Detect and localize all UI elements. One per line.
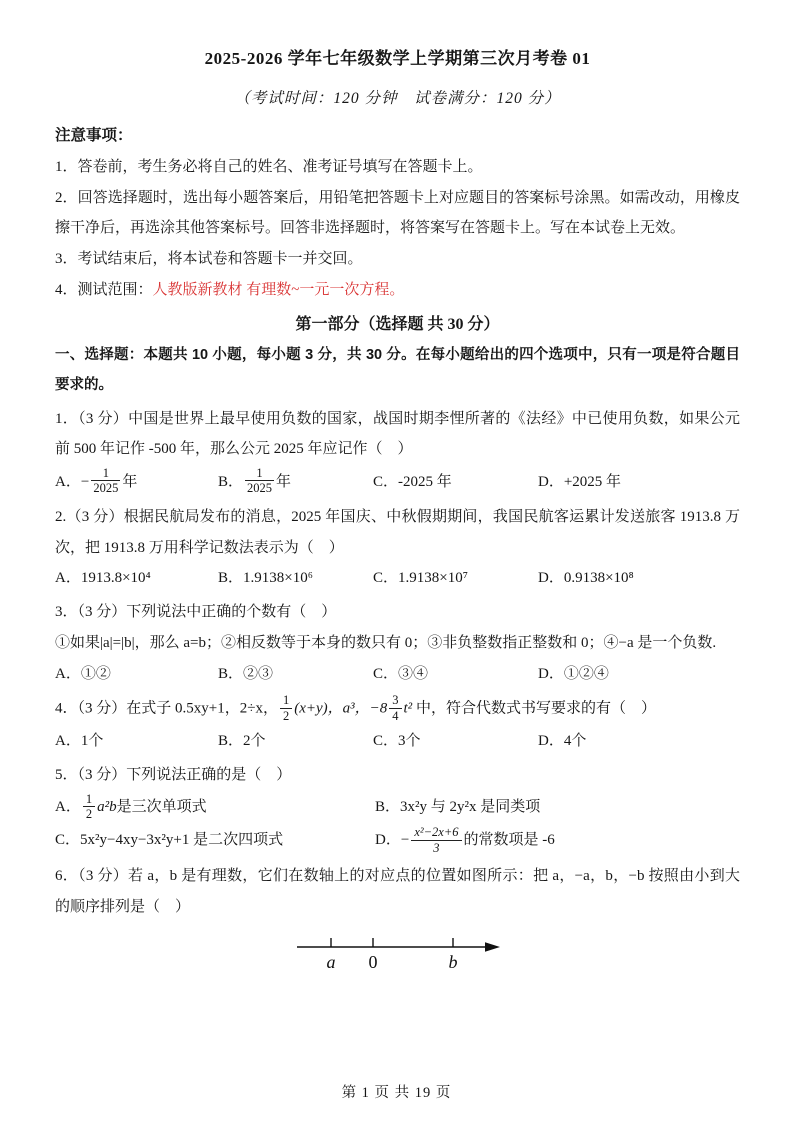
option-d: D． − $\frac{\text{x²−2x+6}}{3}$ 的常数项是 -6 (375, 824, 740, 858)
minus-sign: − (400, 832, 410, 849)
exam-time-score-line: （考试时间：120 分钟 试卷满分：120 分） (234, 90, 561, 107)
fraction: $\frac{1}{2025}$ (93, 466, 119, 496)
option-d: D．0.9138×10⁸ (538, 570, 634, 587)
option-b: B．②③ (218, 665, 274, 682)
option-b: B．1.9138×10⁶ (218, 570, 313, 587)
option-b-suffix: 年 (276, 473, 292, 490)
question-4-options (55, 726, 740, 757)
option-d: D．①②④ (538, 665, 609, 682)
question-1-stem: 1．（3 分）中国是世界上最早使用负数的国家，战国时期李悝所著的《法经》中已使用负数，如果公元前 500 年记作 -500 年，那么公元 2025 年应记作（ ） (55, 410, 740, 458)
fraction: $\frac{1}{2}$ (280, 693, 292, 723)
number-line-figure (55, 931, 740, 982)
question-1-options (55, 465, 740, 499)
option-c: C．-2025 年 (373, 473, 452, 490)
option-a: A．①② (55, 665, 111, 682)
option-a (55, 465, 218, 499)
notice-item-4 (55, 275, 740, 306)
page-footer: 第 1 页 共 19 页 (341, 1085, 452, 1101)
question-5 (55, 760, 740, 858)
question-2-options (55, 563, 740, 594)
question-3-statements: ①如果|a|=|b|，那么 a=b；②相反数等于本身的数只有 0；③非负整数指正整数和 0；④−a 是一个负数. (55, 634, 717, 651)
notice-item-3: 3．考试结束后，将本试卷和答题卡一并交回。 (55, 251, 363, 268)
option-c: C．1.9138×10⁷ (373, 570, 468, 587)
question-2-stem: 2.（3 分）根据民航局发布的消息，2025 年国庆、中秋假期期间，我国民航客运累计发送旅客 1913.8 万次，把 1913.8 万用科学记数法表示为（ ） (55, 508, 740, 556)
option-b-label: B． (218, 473, 244, 490)
notice-item-2: 2．回答选择题时，选出每小题答案后，用铅笔把答题卡上对应题目的答案标号涂黑。如需改动，用橡皮擦干净后，再选涂其他答案标号。回答非选择题时，将答案写在答题卡上。写在本试卷上无效。 (55, 189, 740, 237)
option-b: B．2个 (218, 733, 266, 750)
option-a: A． $\frac{1}{2}$ a²b 是三次单项式 (55, 791, 207, 821)
option-c: C．5x²y−4xy−3x²y+1 是二次四项式 (55, 832, 284, 849)
fraction: $\frac{\text{x²−2x+6}}{3}$ (411, 825, 461, 855)
fraction: $\frac{1}{2}$ (83, 792, 95, 822)
axis-arrow-icon (485, 942, 500, 952)
notice-heading: 注意事项： (55, 127, 133, 144)
option-a: A．1913.8×10⁴ (55, 570, 151, 587)
option-c: C．3个 (373, 733, 421, 750)
fraction: $\frac{3}{4}$ (389, 693, 401, 723)
question-5-options-row-2 (55, 824, 740, 858)
label-a: a (326, 951, 336, 972)
question-5-options-row-1 (55, 791, 740, 825)
option-d: D．+2025 年 (538, 473, 622, 490)
minus-sign: − (80, 473, 90, 490)
question-2 (55, 502, 740, 594)
question-4-stem: 4．（3 分）在式子 0.5xy+1，2÷x， $\frac{1}{2}$ (x+y)，a³，−8 $\frac{3}{4}$ t² 中，符合代数式书写要求的有（ ） (55, 693, 656, 723)
label-zero: 0 (368, 951, 378, 972)
scope-value: 人教版新教材 有理数~一元一次方程。 (152, 281, 405, 298)
question-4 (55, 692, 740, 757)
option-d: D．4个 (538, 733, 587, 750)
option-a-suffix: 年 (122, 473, 138, 490)
option-b (218, 465, 373, 499)
notice-item-1: 1．答卷前，考生务必将自己的姓名、准考证号填写在答题卡上。 (55, 158, 483, 175)
fraction: $\frac{1}{2025}$ (247, 466, 273, 496)
scope-label: 4．测试范围： (55, 281, 153, 298)
part1-heading: 第一部分（选择题 共 30 分） (295, 315, 500, 333)
label-b: b (448, 951, 458, 972)
page-title: 2025-2026 学年七年级数学上学期第三次月考卷 01 (204, 49, 591, 68)
question-6 (55, 861, 740, 982)
question-3-stem: 3．（3 分）下列说法中正确的个数有（ ） (55, 604, 337, 621)
number-line (295, 931, 500, 977)
option-a: A．1个 (55, 733, 104, 750)
option-c: C．③④ (373, 665, 429, 682)
question-5-stem: 5．（3 分）下列说法正确的是（ ） (55, 766, 292, 783)
question-6-stem: 6．（3 分）若 a，b 是有理数，它们在数轴上的对应点的位置如图所示：把 a，−a，b，−b 按照由小到大的顺序排列是（ ） (55, 868, 740, 915)
question-3-options (55, 659, 740, 690)
option-b: B．3x²y 与 2y²x 是同类项 (375, 798, 541, 815)
question-3 (55, 597, 740, 689)
option-a-label: A． (55, 473, 81, 490)
question-1 (55, 404, 740, 499)
section-intro: 一、选择题：本题共 10 小题，每小题 3 分，共 30 分。在每小题给出的四个选项中，只有一项是符合题目要求的。 (55, 347, 740, 393)
